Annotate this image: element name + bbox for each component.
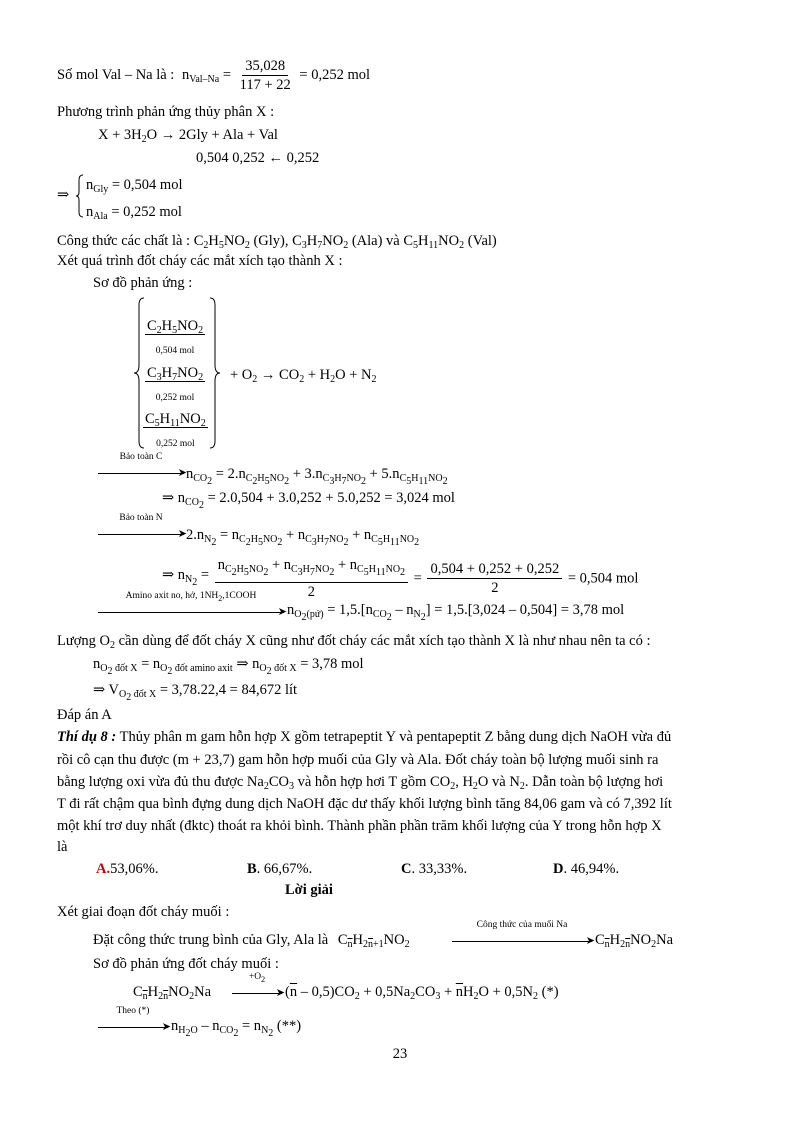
example-line-4: T đi rất chậm qua bình đựng dung dịch NaOH đặc dư thấy khối lượng bình tăng 84,06 gam và có 7,392 lít bbox=[57, 796, 672, 812]
n2-result: ⇒ $n_{N_2}$ = $\frac{n_{C_2H_5NO_2} + n_{C_3H_7NO_2} + n_{C_5H_{11}NO_2}}{2}$ = $\frac{0,504 + 0,252 + 0,252}{2}$ = 0,504 mol bbox=[162, 557, 639, 600]
co2-result: ⇒ $n_{CO_2} = 2.0,504 + 3.0,252 + 5.0,252 = 3,024$ mol bbox=[162, 490, 455, 511]
val-na-label: Số mol Val – Na là : bbox=[57, 66, 175, 83]
example-line-6: là bbox=[57, 839, 68, 855]
average-formula-line: Đặt công thức trung bình của Gly, Ala là $C_{\overline{n}}H_{2\overline{n}+1}NO_2$ bbox=[93, 932, 410, 950]
nitrogen-balance-eq: $2.n_{N_2} = n_{C_2H_5NO_2} + n_{C_3H_7NO_2} + n_{C_5H_{11}NO_2}$ bbox=[186, 527, 420, 548]
option-d: D. 46,94%. bbox=[553, 861, 620, 877]
salt-combustion-lhs: $C_{\overline{n}}H_{2\overline{n}}NO_2Na$ bbox=[133, 984, 212, 1002]
n-ala-line: $n_{Ala} = 0,252$ mol bbox=[86, 204, 182, 222]
water-co2-relation: $n_{H_2O} - n_{CO_2} = n_{N_2}$ (**) bbox=[171, 1018, 302, 1039]
n-gly-line: $n_{Gly} = 0,504$ mol bbox=[86, 177, 183, 195]
val-na-mol-line: Số mol Val – Na là : $n_{Val-Na}$ = $\frac{35,028}{117 + 22}$ = 0,252 mol bbox=[57, 58, 371, 93]
salt-combustion-label: Sơ đồ phản ứng đốt cháy muối : bbox=[93, 956, 279, 972]
scheme-right-brace bbox=[209, 297, 221, 449]
page-number: 23 bbox=[392, 1046, 408, 1062]
na-salt-arrow: Công thức của muối Na ➤ bbox=[452, 933, 592, 949]
val-formula: $C_5H_{11}NO_2$ 0,252 mol bbox=[145, 411, 206, 449]
amino-acid-arrow: Amino axit no, hở, $1NH_2,1COOH$ ➤ bbox=[98, 604, 284, 620]
example-line-3: bằng lượng oxi vừa đủ thu được $Na_2CO_3$ và hỗn hợp hơi T gồm $CO_2$, $H_2O$ và $N_2$. Dẫn toàn bộ lượng hơi bbox=[57, 774, 664, 792]
solution-line-1: Xét giai đoạn đốt cháy muối : bbox=[57, 904, 230, 920]
val-na-fraction: $\frac{35,028}{117 + 22}$ bbox=[239, 58, 291, 93]
example-line-1: Thí dụ 8 : Thủy phân m gam hỗn hợp X gồm tetrapeptit Y và pentapeptit Z bằng dung dịch NaOH vừa đủ bbox=[57, 729, 672, 745]
o2-arrow: $+O_2$ ➤ bbox=[232, 985, 282, 1001]
reaction-scheme-label: Sơ đồ phản ứng : bbox=[93, 275, 193, 291]
o2-equality: $n_{O_2 đốt X} = n_{O_2 đốt amino axit}$ ⇒ $n_{O_2 đốt X} = 3,78$ mol bbox=[93, 656, 364, 677]
na-salt-formula: $C_{\overline{n}}H_{2\overline{n}}NO_2Na$ bbox=[595, 932, 674, 950]
carbon-conservation-arrow: Bảo toàn C ➤ bbox=[98, 465, 184, 481]
o2-reacted-eq: $n_{O_2(pứ)} = 1,5.[n_{CO_2} - n_{N_2}] = 1,5.[3,024 - 0,504] = 3,78$ mol bbox=[287, 602, 625, 623]
formulas-line: Công thức các chất là : $C_2H_5NO_2$ (Gly), $C_3H_7NO_2$ (Ala) và $C_5H_{11}NO_2$ (Val) bbox=[57, 233, 497, 251]
hydrolysis-equation: $X + 3H_2O \to 2Gly$ + Ala + Val bbox=[98, 127, 278, 145]
salt-combustion-rhs: $(\overline{n} - 0,5)CO_2 + 0,5Na_2CO_3 + \overline{n}H_2O + 0,5N_2$ (*) bbox=[285, 984, 559, 1002]
nitrogen-conservation-arrow: Bảo toàn N ➤ bbox=[98, 526, 184, 542]
ala-formula: $C_3H_7NO_2$ 0,252 mol bbox=[147, 365, 204, 403]
example-line-5: một khí trơ duy nhất (đktc) thoát ra khỏi bình. Thành phần phần trăm khối lượng của Y trong hỗn hợp X bbox=[57, 818, 662, 834]
example-line-2: rồi cô cạn thu được (m + 23,7) gam hỗn hợp muối của Gly và Ala. Đốt cháy toàn bộ lượng muối sinh ra bbox=[57, 752, 659, 768]
option-b: B. 66,67%. bbox=[247, 861, 313, 877]
gly-formula: $C_2H_5NO_2$ 0,504 mol bbox=[147, 318, 204, 356]
solution-heading: Lời giải bbox=[285, 882, 333, 898]
o2-volume: ⇒ $V_{O_2 đốt X} = 3,78.22,4 = 84,672$ lít bbox=[93, 682, 298, 703]
theo-arrow: Theo (*) ➤ bbox=[98, 1019, 168, 1035]
hydrolysis-moles: 0,504 0,252 ← 0,252 bbox=[196, 150, 320, 166]
carbon-balance-eq: $n_{CO_2} = 2.n_{C_2H_5NO_2} + 3.n_{C_3H_7NO_2} + 5.n_{C_5H_{11}NO_2}$ bbox=[186, 466, 448, 487]
left-brace bbox=[76, 174, 84, 218]
combustion-reaction: + $O_2 \to CO_2 + H_2O + N_2$ bbox=[230, 367, 377, 385]
hydrolysis-heading: Phương trình phản ứng thủy phân X : bbox=[57, 104, 275, 120]
example-title: Thí dụ 8 : bbox=[57, 729, 117, 745]
option-a: A.53,06%. bbox=[96, 861, 159, 877]
option-c: C. 33,33%. bbox=[401, 861, 468, 877]
answer-line: Đáp án A bbox=[57, 707, 112, 723]
o2-statement: Lượng $O_2$ cần dùng để đốt cháy X cũng như đốt cháy các mắt xích tạo thành X là như nhau nên ta có : bbox=[57, 633, 651, 651]
implies-symbol: ⇒ bbox=[57, 187, 70, 203]
combustion-heading: Xét quá trình đốt cháy các mắt xích tạo thành X : bbox=[57, 253, 343, 269]
